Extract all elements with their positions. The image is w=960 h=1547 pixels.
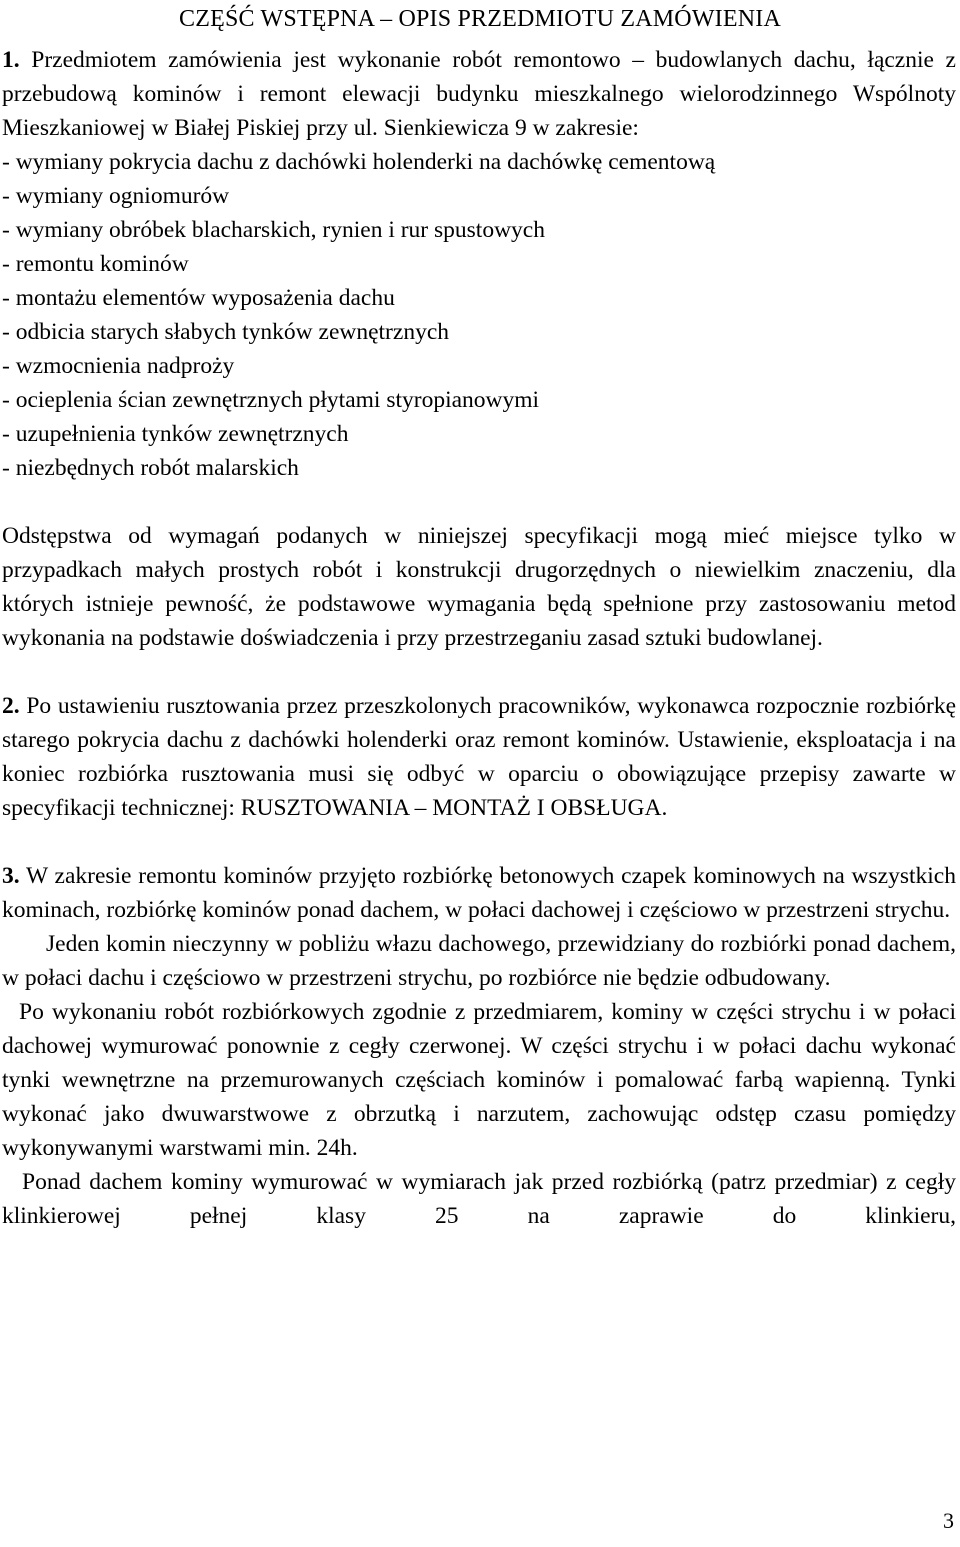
section-3-paragraph bbox=[2, 859, 956, 927]
page-number: 3 bbox=[943, 1508, 954, 1533]
section-2-number: 2. bbox=[2, 693, 20, 719]
section-3-text: W zakresie remontu kominów przyjęto rozbiórkę betonowych czapek kominowych na wszystkich kominach, rozbiórkę kominów ponad dachem, w połaci dachowej i częściowo w przestrzeni strychu. bbox=[2, 863, 956, 923]
list-item: - remontu kominów bbox=[2, 251, 189, 277]
section-1-number: 1. bbox=[2, 47, 20, 73]
scope-list bbox=[2, 145, 956, 485]
chimney-demolition-paragraph: Jeden komin nieczynny w pobliżu włazu dachowego, przewidziany do rozbiórki ponad dachem, w połaci dachu i częściowo w przestrzeni strychu, po rozbiórce nie będzie odbudowany. bbox=[2, 931, 956, 991]
list-item: - wymiany ogniomurów bbox=[2, 183, 230, 209]
page-title: CZĘŚĆ WSTĘPNA – OPIS PRZEDMIOTU ZAMÓWIENIA bbox=[179, 6, 781, 32]
section-2-text: Po ustawieniu rusztowania przez przeszkolonych pracowników, wykonawca rozpocznie rozbiórkę starego pokrycia dachu z dachówki holenderki oraz remont kominów. Ustawienie, eksploatacja i na koniec rozbiórka rusztowania musi się odbyć w oparciu o obowiązujące przepisy zawarte w specyfikacji technicznej: RUSZTOWANIA – MONTAŻ I OBSŁUGA. bbox=[2, 693, 956, 821]
list-item: - wymiany pokrycia dachu z dachówki holenderki na dachówkę cementową bbox=[2, 149, 716, 175]
list-item: - wymiany obróbek blacharskich, rynien i rur spustowych bbox=[2, 217, 545, 243]
list-item: - wzmocnienia nadproży bbox=[2, 353, 235, 379]
list-item: - ocieplenia ścian zewnętrznych płytami styropianowymi bbox=[2, 387, 540, 413]
list-item: - odbicia starych słabych tynków zewnętrznych bbox=[2, 319, 449, 345]
list-item: - montażu elementów wyposażenia dachu bbox=[2, 285, 395, 311]
chimney-clinker-paragraph: Ponad dachem kominy wymurować w wymiarach jak przed rozbiórką (patrz przedmiar) z cegły klinkierowej pełnej klasy 25 na zaprawie do klinkieru, bbox=[2, 1169, 956, 1229]
section-1-text: Przedmiotem zamówienia jest wykonanie robót remontowo – budowlanych dachu, łącznie z przebudową kominów i remont elewacji budynku mieszkalnego wielorodzinnego Wspólnoty Mieszkaniowej w Białej Piskiej przy ul. Sienkiewicza 9 w zakresie: bbox=[2, 47, 956, 141]
deviations-paragraph: Odstępstwa od wymagań podanych w niniejszej specyfikacji mogą mieć miejsce tylko w przypadkach małych prostych robót i konstrukcji drugorzędnych o niewielkim znaczeniu, dla których istnieje pewność, że podstawowe wymagania będą spełnione przy zastosowaniu metod wykonania na podstawie doświadczenia i przy przestrzeganiu zasad sztuki budowlanej. bbox=[2, 523, 956, 651]
spacer bbox=[2, 825, 956, 859]
list-item: - niezbędnych robót malarskich bbox=[2, 455, 299, 481]
spacer bbox=[2, 655, 956, 689]
section-2-paragraph bbox=[2, 689, 956, 825]
list-item: - uzupełnienia tynków zewnętrznych bbox=[2, 421, 349, 447]
document-body bbox=[2, 43, 956, 1233]
section-1-paragraph bbox=[2, 43, 956, 145]
chimney-rebuild-paragraph: Po wykonaniu robót rozbiórkowych zgodnie z przedmiarem, kominy w części strychu i w połaci dachowej wymurować ponownie z cegły czerwonej. W części strychu i w połaci dachu wykonać tynki wewnętrzne na przemurowanych częściach kominów i pomalować farbą wapienną. Tynki wykonać jako dwuwarstwowe z obrzutką i narzutem, zachowując odstęp czasu pomiędzy wykonywanymi warstwami min. 24h. bbox=[2, 999, 956, 1161]
section-3-number: 3. bbox=[2, 863, 20, 889]
spacer bbox=[2, 485, 956, 519]
